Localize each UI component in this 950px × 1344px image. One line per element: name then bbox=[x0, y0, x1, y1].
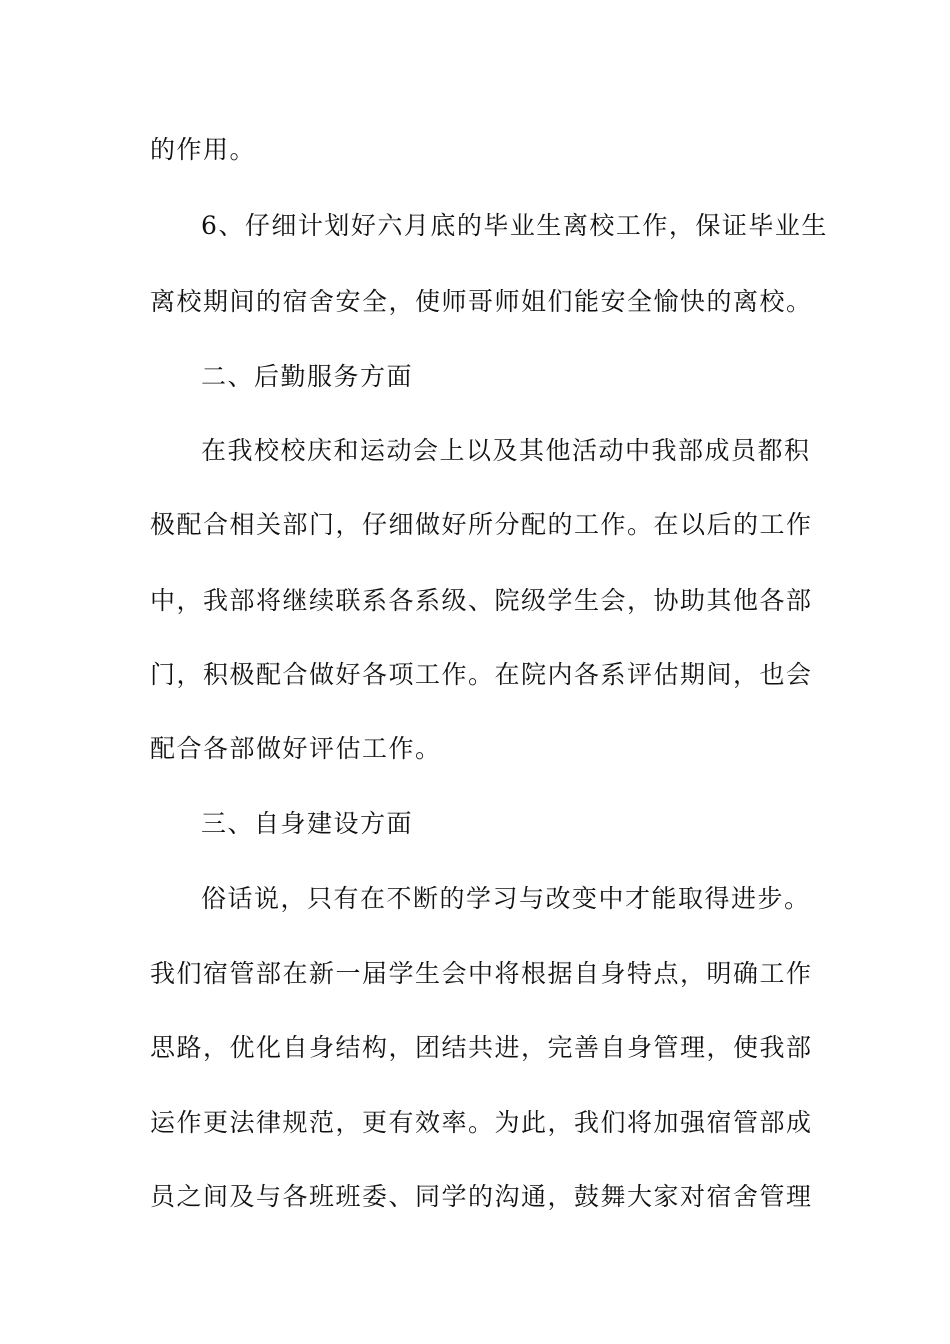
text-line: 配合各部做好评估工作。 bbox=[150, 734, 442, 763]
text-line: 门，积极配合做好各项工作。在院内各系评估期间，也会 bbox=[150, 660, 813, 689]
text-line: 在我校校庆和运动会上以及其他活动中我部成员都积 bbox=[201, 436, 811, 465]
section-heading: 三、自身建设方面 bbox=[201, 809, 414, 838]
text-line: 我们宿管部在新一届学生会中将根据自身特点，明确工作 bbox=[150, 959, 813, 988]
text-line: 思路，优化自身结构，团结共进，完善自身管理，使我部 bbox=[150, 1033, 813, 1062]
text-line: 6、仔细计划好六月底的毕业生离校工作，保证毕业生 bbox=[201, 211, 828, 240]
text-line: 离校期间的宿舍安全，使师哥师姐们能安全愉快的离校。 bbox=[150, 287, 813, 316]
text-line: 中，我部将继续联系各系级、院级学生会，协助其他各部 bbox=[150, 586, 813, 615]
text-line: 俗话说，只有在不断的学习与改变中才能取得进步。 bbox=[201, 884, 811, 913]
text-line: 员之间及与各班班委、同学的沟通，鼓舞大家对宿舍管理 bbox=[150, 1182, 813, 1211]
section-heading: 二、后勤服务方面 bbox=[201, 362, 414, 391]
text-line: 的作用。 bbox=[150, 135, 257, 164]
text-line: 运作更法律规范，更有效率。为此，我们将加强宿管部成 bbox=[150, 1108, 813, 1137]
text-line: 极配合相关部门，仔细做好所分配的工作。在以后的工作 bbox=[150, 510, 813, 539]
